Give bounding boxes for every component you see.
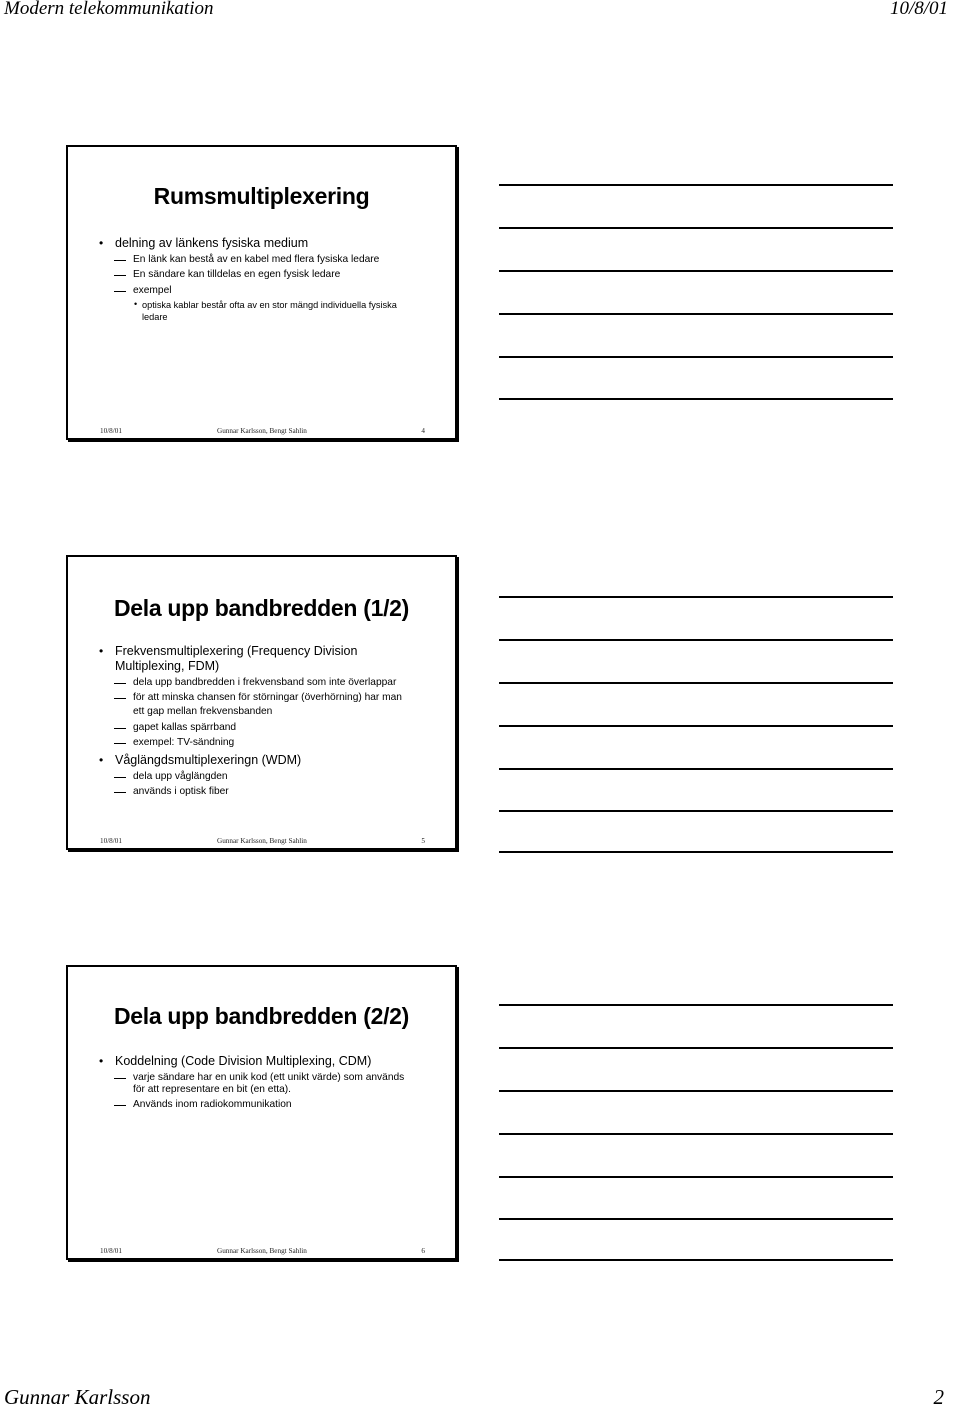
note-line [499,810,893,812]
sub-bullet-item: för att minska chansen för störningar (överhörning) har man [98,691,435,705]
sub-sub-bullet-continuation [98,311,435,324]
sub-bullet-text: ett gap mellan frekvensbanden [133,706,273,717]
slide-footer-authors: Gunnar Karlsson, Bengt Sahlin [217,1247,307,1255]
slide-footer-authors: Gunnar Karlsson, Bengt Sahlin [217,837,307,845]
sub-bullet-item: En länk kan bestå av en kabel med flera fysiska ledare [98,253,435,267]
sub-bullet-item: exempel: TV-sändning [98,736,435,750]
slide-body [98,641,435,799]
note-line [499,639,893,641]
note-line [499,1004,893,1006]
sub-bullet-item: dela upp våglängden [98,770,435,784]
bullet-item: • delning av länkens fysiska medium [98,236,435,251]
slide-body [98,233,435,324]
slide-number: 6 [421,1247,425,1255]
sub-sub-bullet-text: ledare [142,312,168,322]
bullet-item: • Våglängdsmultiplexeringn (WDM) [98,753,435,768]
note-line [499,1090,893,1092]
note-line [499,184,893,186]
note-line [499,1218,893,1220]
note-line [499,356,893,358]
sub-bullet-item: Används inom radiokommunikation [98,1098,435,1112]
slide-footer-date: 10/8/01 [100,1247,122,1255]
bullet-item: • Koddelning (Code Division Multiplexing, CDM) [98,1054,435,1069]
note-line [499,725,893,727]
note-line [499,1176,893,1178]
note-line [499,313,893,315]
note-line [499,398,893,400]
note-line [499,1047,893,1049]
slide-number: 4 [421,427,425,435]
page-header-date: 10/8/01 [889,0,948,19]
sub-bullet-continuation [98,705,435,719]
sub-bullet-continuation [98,1083,435,1097]
note-line [499,768,893,770]
slide-title: Rumsmultiplexering [153,183,370,209]
slide-footer-date: 10/8/01 [100,837,122,845]
note-line [499,851,893,853]
slide-title: Dela upp bandbredden (2/2) [113,1003,410,1029]
sub-bullet-text: för att representare en bit (en etta). [133,1083,291,1095]
bullet-continuation [98,659,435,674]
note-line [499,1133,893,1135]
bullet-text: Multiplexing, FDM) [115,659,220,673]
slide-footer-authors: Gunnar Karlsson, Bengt Sahlin [217,427,307,435]
note-line [499,270,893,272]
slide-4 [66,145,457,440]
page-number: 2 [933,1385,944,1409]
sub-bullet-item: varje sändare har en unik kod (ett unikt värde) som används [98,1071,435,1085]
note-line [499,596,893,598]
note-line [499,227,893,229]
slide-5 [66,555,457,850]
slide-footer-date: 10/8/01 [100,427,122,435]
page-header-title: Modern telekommunikation [4,0,214,19]
bullet-item: • Frekvensmultiplexering (Frequency Division [98,644,435,659]
slide-number: 5 [421,837,425,845]
sub-bullet-item: En sändare kan tilldelas en egen fysisk ledare [98,268,435,282]
sub-bullet-item: dela upp bandbredden i frekvensband som inte överlappar [98,676,435,690]
sub-sub-bullet-item: • optiska kablar består ofta av en stor mängd individuella fysiska [98,299,435,312]
note-line [499,682,893,684]
page-footer-author: Gunnar Karlsson [4,1385,151,1409]
sub-bullet-item: gapet kallas spärrband [98,721,435,735]
slide-body [98,1051,435,1112]
slide-6 [66,965,457,1260]
slide-title: Dela upp bandbredden (1/2) [113,595,410,621]
sub-bullet-item: används i optisk fiber [98,785,435,799]
sub-bullet-item: exempel [98,284,435,298]
note-line [499,1259,893,1261]
